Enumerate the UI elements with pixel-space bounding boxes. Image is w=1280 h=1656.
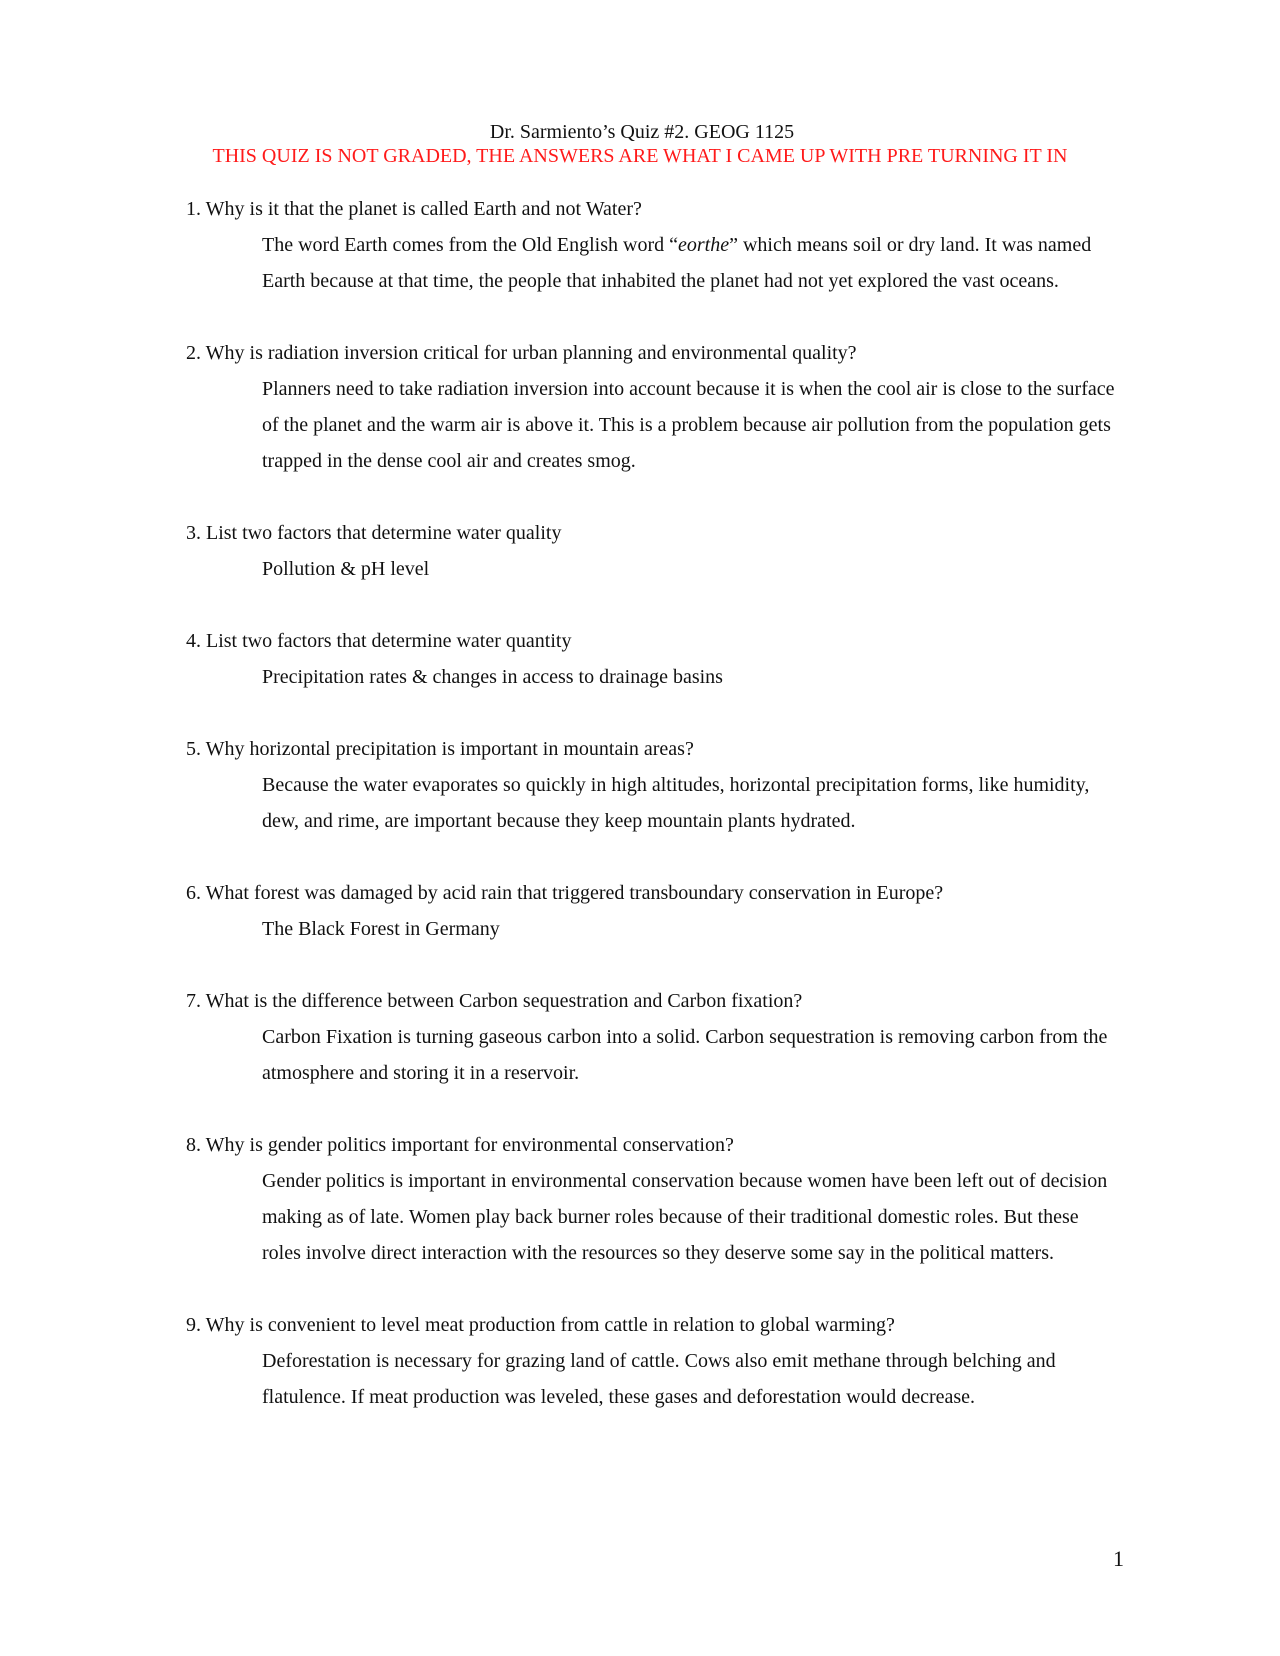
question-number: 1. <box>186 198 201 220</box>
question-number: 2. <box>186 342 201 364</box>
question-item <box>186 335 1126 479</box>
answer-text: Carbon Fixation is turning gaseous carbon into a solid. Carbon sequestration is removing carbon from the atmosphere and storing it in a reservoir. <box>262 1026 1108 1084</box>
answer-text-part: ” which means soil or dry land. It was named Earth because at that time, the people that inhabited the planet had not yet explored the vast oceans. <box>262 234 1092 292</box>
answer-text: Gender politics is important in environmental conservation because women have been left out of decision making as of late. Women play back burner roles because of their traditional domestic roles. But these roles involve direct interaction with the resources so they deserve some say in the political matters. <box>262 1170 1108 1264</box>
question-number: 4. <box>186 630 201 652</box>
question-number: 9. <box>186 1314 201 1336</box>
question-item <box>186 515 1126 587</box>
question-list <box>186 191 1126 1451</box>
question-number: 5. <box>186 738 201 760</box>
document-header <box>0 120 1280 168</box>
question-number: 8. <box>186 1134 201 1156</box>
question-item <box>186 983 1126 1091</box>
answer-text: Deforestation is necessary for grazing land of cattle. Cows also emit methane through belching and flatulence. If meat production was leveled, these gases and deforestation would decrease. <box>262 1350 1056 1408</box>
answer-text: Precipitation rates & changes in access to drainage basins <box>262 666 723 688</box>
answer-text: The Black Forest in Germany <box>262 918 500 940</box>
question-item <box>186 1127 1126 1271</box>
answer-text: Planners need to take radiation inversion into account because it is when the cool air is close to the surface of the planet and the warm air is above it. This is a problem because air pollution from the population gets trapped in the dense cool air and creates smog. <box>262 378 1115 472</box>
page-number: 1 <box>1113 1546 1124 1571</box>
question-text: What forest was damaged by acid rain that triggered transboundary conservation in Europe? <box>205 882 944 904</box>
page-title: Dr. Sarmiento’s Quiz #2. GEOG 1125 <box>489 121 795 143</box>
question-text: List two factors that determine water quality <box>206 522 562 544</box>
question-item <box>186 623 1126 695</box>
question-item <box>186 191 1126 299</box>
question-text: Why is radiation inversion critical for urban planning and environmental quality? <box>205 342 857 364</box>
question-text: Why is gender politics important for environmental conservation? <box>205 1134 734 1156</box>
question-item <box>186 731 1126 839</box>
question-text: Why is convenient to level meat production from cattle in relation to global warming? <box>205 1314 895 1336</box>
ungraded-notice: THIS QUIZ IS NOT GRADED, THE ANSWERS ARE WHAT I CAME UP WITH PRE TURNING IT IN <box>212 145 1068 167</box>
question-number: 6. <box>186 882 201 904</box>
answer-italic-word: eorthe <box>678 234 730 256</box>
question-text: Why horizontal precipitation is important in mountain areas? <box>205 738 694 760</box>
question-text: List two factors that determine water quantity <box>206 630 572 652</box>
answer-text: Because the water evaporates so quickly in high altitudes, horizontal precipitation forms, like humidity, dew, and rime, are important because they keep mountain plants hydrated. <box>262 774 1090 832</box>
question-text: What is the difference between Carbon sequestration and Carbon fixation? <box>205 990 803 1012</box>
question-number: 7. <box>186 990 201 1012</box>
question-item <box>186 875 1126 947</box>
answer-text <box>262 227 1122 299</box>
answer-text-part: The word Earth comes from the Old English word “ <box>262 234 679 256</box>
question-text: Why is it that the planet is called Earth and not Water? <box>205 198 642 220</box>
answer-text: Pollution & pH level <box>262 558 430 580</box>
question-number: 3. <box>186 522 201 544</box>
question-item <box>186 1307 1126 1415</box>
